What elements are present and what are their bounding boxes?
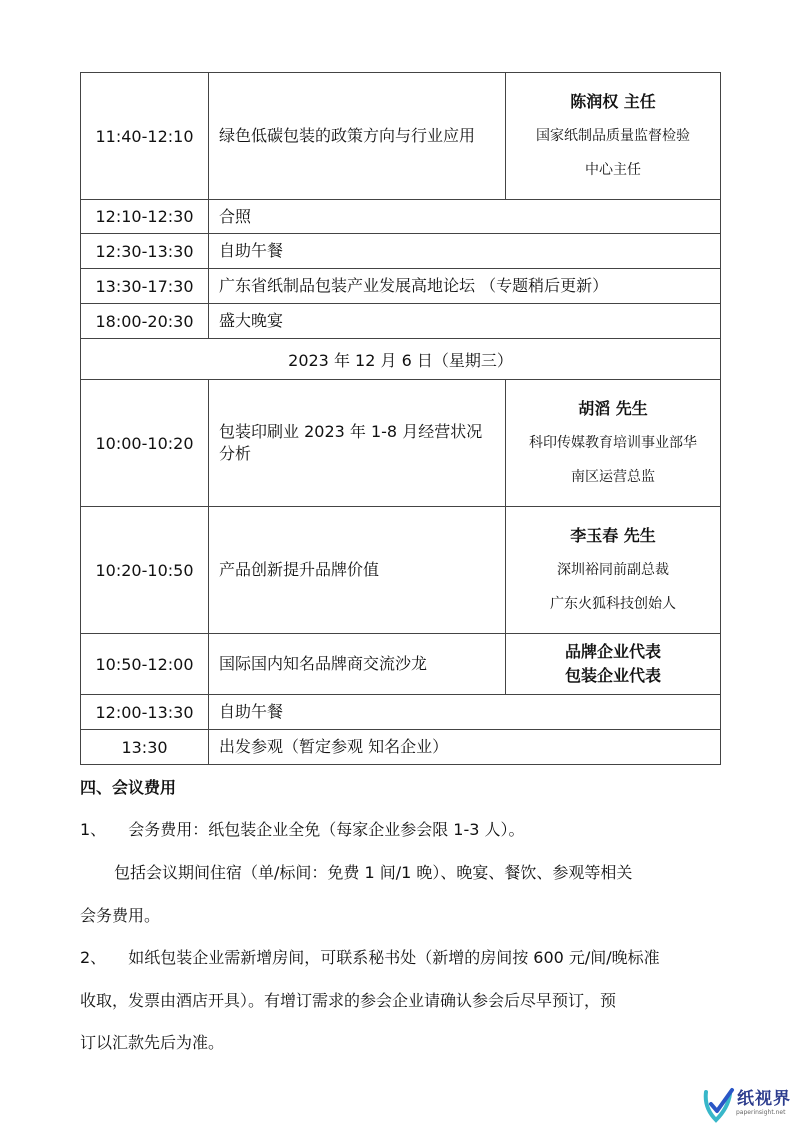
speaker-name: 胡滔 先生 — [578, 399, 648, 418]
agenda-row — [81, 730, 721, 765]
fee-item-2 — [80, 946, 720, 970]
fee-item-2-line: 订以汇款先后为准。 — [80, 1033, 225, 1052]
item-text: 如纸包装企业需新增房间，可联系秘书处（新增的房间按 600 元/间/晚标准 — [128, 948, 660, 967]
topic-cell: 国际国内知名品牌商交流沙龙 — [209, 634, 506, 695]
agenda-row — [81, 200, 721, 234]
topic-cell: 广东省纸制品包装产业发展高地论坛 （专题稍后更新） — [209, 269, 721, 304]
speaker-bold-line: 包装企业代表 — [564, 666, 661, 685]
speaker-title-line: 国家纸制品质量监督检验 — [536, 128, 690, 144]
time-cell: 10:20-10:50 — [81, 507, 209, 634]
agenda-table — [80, 72, 721, 765]
topic-cell: 绿色低碳包装的政策方向与行业应用 — [209, 73, 506, 200]
section-heading: 四、会议费用 — [80, 778, 177, 797]
agenda-row — [81, 634, 721, 695]
time-cell: 12:10-12:30 — [81, 200, 209, 234]
topic-cell: 包装印刷业 2023 年 1-8 月经营状况分析 — [209, 380, 506, 507]
speaker-cell — [506, 380, 721, 507]
topic-cell: 产品创新提升品牌价值 — [209, 507, 506, 634]
topic-cell: 盛大晚宴 — [209, 304, 721, 339]
speaker-bold-line: 品牌企业代表 — [564, 642, 661, 661]
agenda-row — [81, 507, 721, 634]
time-cell: 10:00-10:20 — [81, 380, 209, 507]
agenda-row — [81, 304, 721, 339]
fee-item-2-line: 收取，发票由酒店开具）。有增订需求的参会企业请确认参会后尽早预订，预 — [80, 991, 617, 1010]
fee-detail-line: 包括会议期间住宿（单/标间：免费 1 间/1 晚）、晚宴、餐饮、参观等相关 — [114, 863, 633, 882]
time-cell: 11:40-12:10 — [81, 73, 209, 200]
watermark-url: paperinsight.net — [736, 1109, 786, 1116]
fee-detail-line: 会务费用。 — [80, 906, 161, 925]
speaker-title-line: 科印传媒教育培训事业部华 — [529, 435, 697, 451]
speaker-cell — [506, 634, 721, 695]
item-text: 会务费用：纸包装企业全免（每家企业参会限 1-3 人）。 — [128, 820, 525, 839]
watermark-logo — [702, 1082, 798, 1126]
item-number: 1、 — [80, 820, 107, 839]
topic-cell: 合照 — [209, 200, 721, 234]
agenda-row — [81, 269, 721, 304]
speaker-cell — [506, 507, 721, 634]
time-cell: 12:30-13:30 — [81, 234, 209, 269]
watermark-brand: 纸视界 — [737, 1089, 791, 1109]
fee-item-1 — [80, 818, 720, 842]
agenda-row — [81, 234, 721, 269]
speaker-name: 陈润权 主任 — [570, 92, 656, 111]
topic-cell: 自助午餐 — [209, 234, 721, 269]
time-cell: 18:00-20:30 — [81, 304, 209, 339]
speaker-cell — [506, 73, 721, 200]
item-number: 2、 — [80, 948, 107, 967]
day-header-row — [81, 339, 721, 380]
paper-view-logo-icon — [702, 1084, 736, 1124]
speaker-title-line: 南区运营总监 — [571, 469, 655, 485]
agenda-row — [81, 73, 721, 200]
topic-cell: 出发参观（暂定参观 知名企业） — [209, 730, 721, 765]
time-cell: 13:30-17:30 — [81, 269, 209, 304]
time-cell: 12:00-13:30 — [81, 695, 209, 730]
time-cell: 13:30 — [81, 730, 209, 765]
topic-cell: 自助午餐 — [209, 695, 721, 730]
time-cell: 10:50-12:00 — [81, 634, 209, 695]
speaker-name: 李玉春 先生 — [570, 526, 656, 545]
day-header: 2023 年 12 月 6 日（星期三） — [81, 339, 721, 380]
speaker-title-line: 中心主任 — [585, 162, 641, 178]
agenda-row — [81, 380, 721, 507]
speaker-title-line: 深圳裕同前副总裁 — [557, 562, 669, 578]
agenda-row — [81, 695, 721, 730]
speaker-title-line: 广东火狐科技创始人 — [550, 596, 676, 612]
